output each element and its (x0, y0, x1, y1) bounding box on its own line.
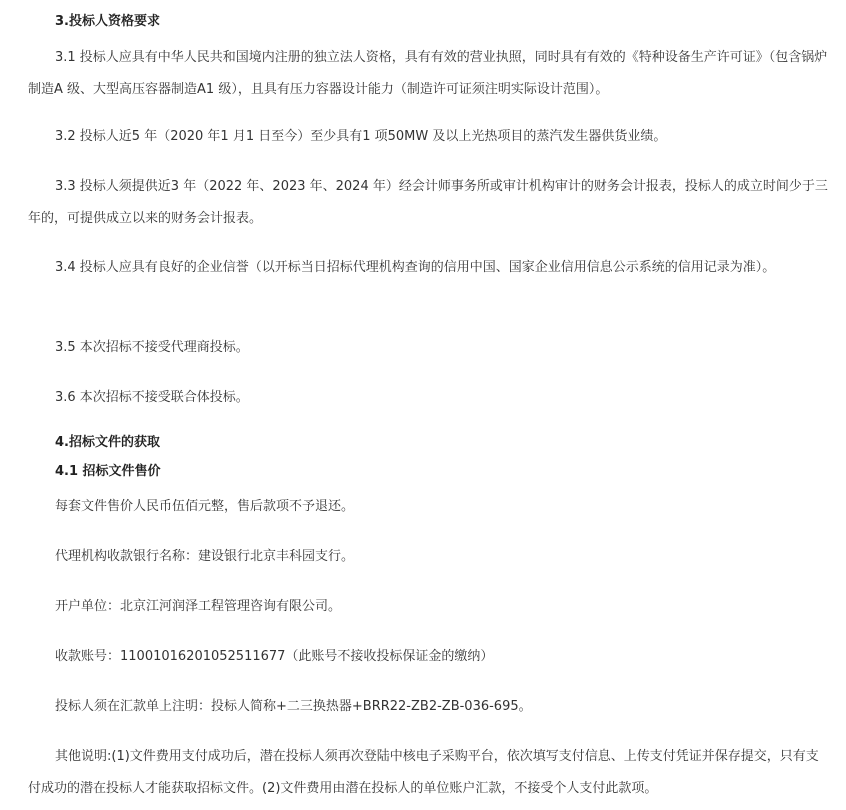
paragraph-other-notes: 其他说明:(1)文件费用支付成功后，潜在投标人须再次登陆中核电子采购平台，依次填写支付信息、上传支付凭证并保存提交，只有支付成功的潜在投标人才能获取招标文件。(2)文件费用由潜在投标人的单位账户汇款，不接受个人支付此款项。 (28, 749, 819, 796)
section-4-heading: 4.招标文件的获取 (55, 435, 160, 450)
section-4-1-heading: 4.1 招标文件售价 (55, 464, 161, 479)
paragraph-3-3: 3.3 投标人须提供近3 年（2022 年、2023 年、2024 年）经会计师事务所或审计机构审计的财务会计报表，投标人的成立时间少于三年的，可提供成立以来的财务会计报表。 (28, 179, 828, 226)
paragraph-account-holder: 开户单位：北京江河润泽工程管理咨询有限公司。 (55, 599, 342, 614)
paragraph-3-1: 3.1 投标人应具有中华人民共和国境内注册的独立法人资格，具有有效的营业执照，同时具有有效的《特种设备生产许可证》（包含锅炉制造A 级、大型高压容器制造A1 级），且具有压力容器设计能力（制造许可证须注明实际设计范围）。 (28, 50, 828, 97)
paragraph-3-4: 3.4 投标人应具有良好的企业信誉（以开标当日招标代理机构查询的信用中国、国家企业信用信息公示系统的信用记录为准）。 (55, 260, 776, 275)
paragraph-bank-name: 代理机构收款银行名称：建设银行北京丰科园支行。 (55, 549, 355, 564)
paragraph-3-6: 3.6 本次招标不接受联合体投标。 (55, 390, 249, 405)
paragraph-3-5: 3.5 本次招标不接受代理商投标。 (55, 340, 249, 355)
paragraph-3-2: 3.2 投标人近5 年（2020 年1 月1 日至今）至少具有1 项50MW 及以上光热项目的蒸汽发生器供货业绩。 (55, 129, 667, 144)
paragraph-remittance-note: 投标人须在汇款单上注明：投标人简称+二三换热器+BRR22-ZB2-ZB-036-695。 (55, 699, 532, 714)
section-3-heading: 3.投标人资格要求 (55, 14, 160, 29)
paragraph-fee: 每套文件售价人民币伍佰元整，售后款项不予退还。 (55, 499, 355, 514)
paragraph-account-number: 收款账号：11001016201052511677（此账号不接收投标保证金的缴纳） (55, 649, 494, 664)
